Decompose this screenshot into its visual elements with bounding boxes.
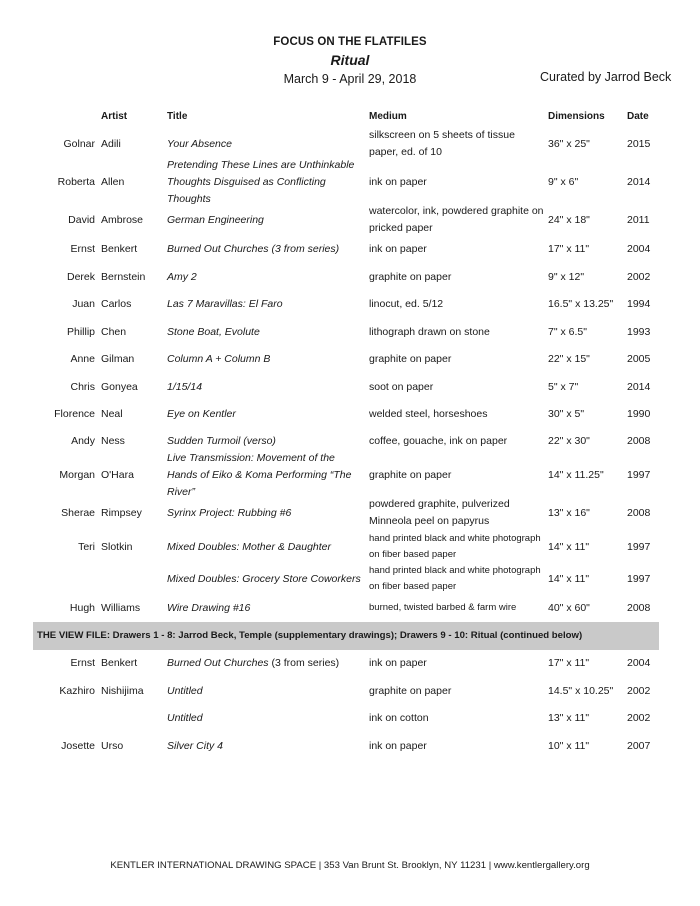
artwork-date: 2014 [627, 380, 651, 393]
artist-last-name: Nishijima [101, 684, 144, 697]
artist-first-name: Roberta [57, 175, 95, 188]
artist-first-name: Golnar [63, 137, 95, 150]
artwork-title: Eye on Kentler [167, 407, 236, 420]
artwork-dimensions: 10" x 11" [548, 739, 590, 752]
artist-last-name: Adili [101, 137, 121, 150]
artist-last-name: Carlos [101, 297, 132, 310]
artwork-medium: hand printed black and white photograph on fiber based paper [369, 533, 541, 560]
table-row [0, 295, 700, 313]
artist-last-name: Benkert [101, 656, 138, 669]
artist-first-name: Morgan [59, 468, 95, 481]
view-file-banner-text: THE VIEW FILE: Drawers 1 - 8: Jarrod Beck, Temple (supplementary drawings); Drawers 9 - 10: Ritual (continued below) [37, 630, 583, 641]
artwork-title: Live Transmission: Movement of the Hands of Eiko & Koma Performing “The River” [167, 451, 352, 498]
artwork-dimensions: 13" x 11" [548, 711, 590, 724]
artist-first-name: Derek [66, 270, 95, 283]
artwork-title: Column A + Column B [167, 352, 271, 365]
artwork-dimensions: 9" x 12" [548, 270, 585, 283]
exhibition-series-title: FOCUS ON THE FLATFILES [273, 36, 427, 48]
artist-first-name: Hugh [69, 601, 95, 614]
artwork-dimensions: 22" x 30" [548, 434, 590, 447]
curator-credit: Curated by Jarrod Beck [540, 70, 672, 84]
artwork-title: Las 7 Maravillas: El Faro [167, 297, 283, 310]
artwork-medium: coffee, gouache, ink on paper [369, 434, 508, 447]
artwork-title: Mixed Doubles: Grocery Store Coworkers [167, 572, 361, 585]
artist-last-name: Urso [101, 739, 124, 752]
artist-last-name: Rimpsey [101, 506, 142, 519]
artwork-dimensions: 16.5" x 13.25" [548, 297, 614, 310]
table-row [0, 737, 700, 755]
artwork-title: Untitled [167, 684, 203, 697]
table-row [0, 451, 700, 498]
artwork-medium: graphite on paper [369, 684, 452, 697]
artwork-title: Mixed Doubles: Mother & Daughter [167, 540, 331, 553]
table-row [0, 240, 700, 258]
artwork-dimensions: 7" x 6.5" [548, 325, 587, 338]
artist-first-name: Ernst [70, 656, 95, 669]
artwork-date: 2008 [627, 506, 651, 519]
artwork-medium: ink on cotton [369, 711, 429, 724]
artwork-medium: graphite on paper [369, 352, 452, 365]
artist-first-name: Chris [70, 380, 95, 393]
column-header-title: Title [167, 111, 188, 122]
artwork-date: 1997 [627, 540, 651, 553]
artist-last-name: Benkert [101, 242, 138, 255]
table-row [0, 378, 700, 396]
table-row [0, 654, 700, 672]
exhibition-dates: March 9 - April 29, 2018 [283, 72, 417, 86]
table-row [0, 563, 700, 595]
gallery-footer: KENTLER INTERNATIONAL DRAWING SPACE | 353 Van Brunt St. Brooklyn, NY 11231 | www.kentlergallery.org [110, 860, 590, 871]
artwork-date: 2008 [627, 434, 651, 447]
column-header-row [0, 108, 700, 125]
artist-first-name: Juan [72, 297, 95, 310]
view-file-banner [33, 622, 659, 650]
artist-first-name [0, 709, 95, 727]
table-row [0, 682, 700, 700]
artwork-medium: hand printed black and white photograph on fiber based paper [369, 565, 541, 592]
artwork-medium: ink on paper [369, 656, 427, 669]
artwork-date: 1993 [627, 325, 651, 338]
artwork-title: Stone Boat, Evolute [167, 325, 260, 338]
artwork-dimensions: 14" x 11" [548, 540, 590, 553]
artwork-medium: burned, twisted barbed & farm wire [369, 602, 517, 613]
artwork-dimensions: 14" x 11" [548, 572, 590, 585]
artwork-date: 2002 [627, 711, 651, 724]
artwork-date: 2004 [627, 656, 651, 669]
table-row [0, 203, 700, 237]
artist-first-name: Andy [71, 434, 95, 447]
artist-first-name: Anne [70, 352, 95, 365]
artwork-medium: linocut, ed. 5/12 [369, 297, 444, 310]
artist-last-name: Gilman [101, 352, 135, 365]
artwork-title: Burned Out Churches [167, 656, 269, 669]
artist-last-name: Bernstein [101, 270, 146, 283]
table-row [0, 709, 700, 727]
artwork-medium: ink on paper [369, 739, 427, 752]
artist-last-name: Slotkin [101, 540, 133, 553]
artwork-date: 1997 [627, 572, 651, 585]
artwork-title: Untitled [167, 711, 203, 724]
artwork-medium: watercolor, ink, powdered graphite on pricked paper [369, 205, 544, 234]
artwork-dimensions: 14.5" x 10.25" [548, 684, 614, 697]
exhibition-title: Ritual [330, 52, 370, 68]
artwork-title: Burned Out Churches (3 from series) [167, 242, 340, 255]
artwork-title: Amy 2 [167, 270, 197, 283]
artist-last-name: Chen [101, 325, 127, 338]
artwork-medium: graphite on paper [369, 468, 452, 481]
table-row [0, 432, 700, 450]
artist-last-name: Neal [101, 407, 123, 420]
artist-last-name: Ness [101, 434, 125, 447]
artist-first-name: Florence [54, 407, 95, 420]
artwork-title: Silver City 4 [167, 739, 224, 752]
artwork-date: 2008 [627, 601, 651, 614]
artist-last-name: O'Hara [101, 468, 134, 481]
artwork-dimensions: 24" x 18" [548, 213, 590, 226]
artist-last-name [101, 563, 165, 595]
artwork-dimensions: 14" x 11.25" [548, 468, 604, 481]
artwork-medium: powdered graphite, pulverized Minneola peel on papyrus [369, 498, 510, 527]
artwork-date: 2011 [627, 213, 650, 226]
artwork-dimensions: 40" x 60" [548, 601, 590, 614]
table-row [0, 531, 700, 563]
table-row [0, 158, 700, 205]
artwork-title: Wire Drawing #16 [167, 601, 251, 614]
artwork-title: Pretending These Lines are Unthinkable Thoughts Disguised as Conflicting Thoughts [167, 158, 355, 205]
artwork-title: Syrinx Project: Rubbing #6 [167, 506, 292, 519]
artist-last-name: Ambrose [101, 213, 144, 226]
artwork-date: 2004 [627, 242, 651, 255]
artwork-date: 1997 [627, 468, 651, 481]
artist-first-name: David [68, 213, 95, 226]
artwork-title-note: (3 from series) [268, 656, 340, 669]
artist-first-name: Kazhiro [59, 684, 95, 697]
table-row [0, 350, 700, 368]
artwork-medium: ink on paper [369, 242, 427, 255]
table-row [0, 496, 700, 530]
artist-last-name: Gonyea [101, 380, 138, 393]
artwork-dimensions: 30" x 5" [548, 407, 585, 420]
artwork-medium: soot on paper [369, 380, 434, 393]
artwork-title-cell [167, 654, 367, 672]
column-header-medium: Medium [369, 111, 407, 122]
artwork-dimensions: 17" x 11" [548, 242, 590, 255]
artwork-date: 2005 [627, 352, 651, 365]
artwork-title: German Engineering [167, 213, 264, 226]
artwork-date: 1994 [627, 297, 651, 310]
artist-first-name: Josette [61, 739, 95, 752]
table-row [0, 323, 700, 341]
artwork-date: 2002 [627, 270, 651, 283]
artwork-medium: lithograph drawn on stone [369, 325, 490, 338]
artwork-date: 2015 [627, 137, 651, 150]
artwork-dimensions: 22" x 15" [548, 352, 590, 365]
artwork-dimensions: 13" x 16" [548, 506, 590, 519]
artist-last-name [101, 709, 165, 727]
artist-first-name [0, 563, 95, 595]
artwork-date: 2002 [627, 684, 651, 697]
artist-last-name: Allen [101, 175, 125, 188]
artwork-medium: silkscreen on 5 sheets of tissue paper, ed. of 10 [369, 129, 515, 158]
artwork-medium: welded steel, horseshoes [369, 407, 488, 420]
artwork-date: 2007 [627, 739, 651, 752]
artist-last-name: Williams [101, 601, 141, 614]
artwork-title: Your Absence [167, 137, 232, 150]
artwork-date: 2014 [627, 175, 651, 188]
artwork-title: Sudden Turmoil (verso) [167, 434, 276, 447]
artist-first-name: Ernst [70, 242, 95, 255]
artwork-medium: graphite on paper [369, 270, 452, 283]
column-header-dimensions: Dimensions [548, 111, 605, 122]
artwork-dimensions: 9" x 6" [548, 175, 579, 188]
table-row [0, 599, 700, 617]
artist-first-name: Teri [78, 540, 95, 553]
artwork-dimensions: 5" x 7" [548, 380, 579, 393]
artwork-medium: ink on paper [369, 175, 427, 188]
artwork-dimensions: 36" x 25" [548, 137, 590, 150]
artist-first-name: Sherae [61, 506, 95, 519]
column-header-date: Date [627, 111, 649, 122]
artwork-dimensions: 17" x 11" [548, 656, 590, 669]
table-row [0, 405, 700, 423]
table-row [0, 268, 700, 286]
column-header-artist: Artist [101, 111, 128, 122]
artwork-title: 1/15/14 [167, 380, 203, 393]
artwork-date: 1990 [627, 407, 651, 420]
artist-first-name: Phillip [66, 325, 95, 338]
